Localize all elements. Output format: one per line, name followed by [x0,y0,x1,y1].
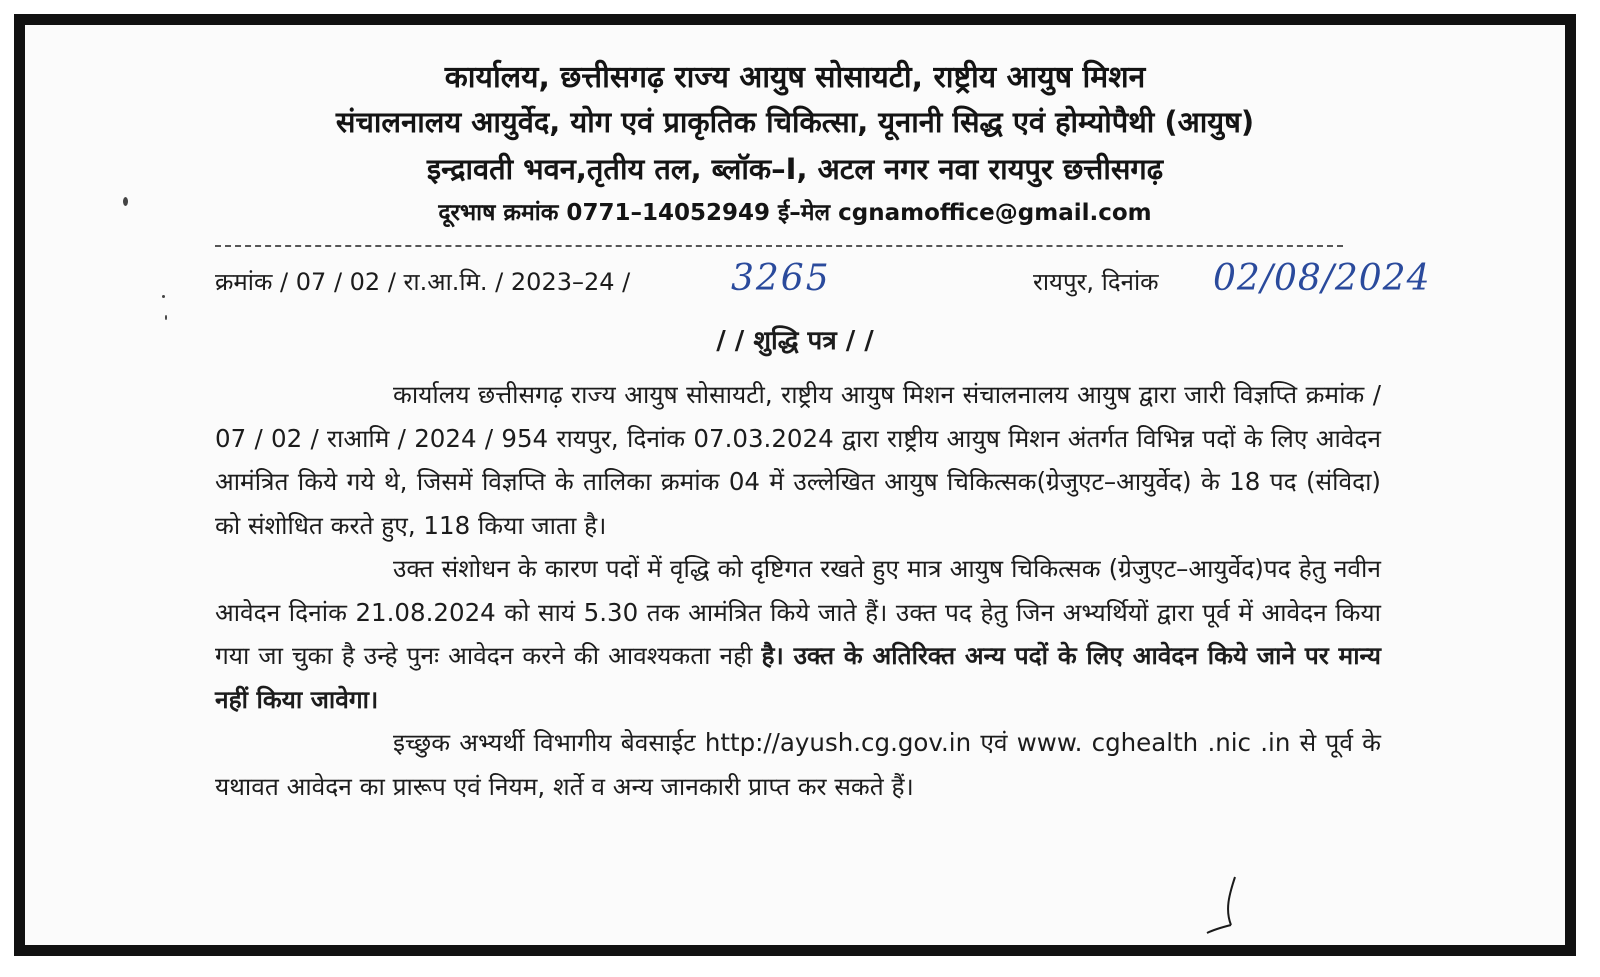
letterhead-contact: दूरभाष क्रमांक 0771–14052949 ई–मेल cgnamoffice@gmail.com [438,200,1152,226]
document-subject: / / शुद्धि पत्र / / [716,326,874,356]
scan-speck [123,197,128,206]
reference-number-label: क्रमांक / 07 / 02 / रा.आ.मि. / 2023–24 / [215,268,631,296]
paragraph-corrigendum: कार्यालय छत्तीसगढ़ राज्य आयुष सोसायटी, राष्ट्रीय आयुष मिशन संचालनालय आयुष द्वारा जारी विज्ञप्ति क्रमांक / 07 / 02 / राआमि / 2024 / 954 रायपुर, दिनांक 07.03.2024 द्वारा राष्ट्रीय आयुष मिशन अंतर्गत विभिन्न पदों के लिए आवेदन आमंत्रित किये गये थे, जिसमें विज्ञप्ति के तालिका क्रमांक 04 में उल्लेखित आयुष चिकित्सक(ग्रेजुएट–आयुर्वेद) के 18 पद (संविदा) को संशोधित करते हुए, 118 किया जाता है। [215,380,1381,540]
place-date-label: रायपुर, दिनांक [1033,268,1159,296]
reference-number-handwritten: 3265 [731,258,831,299]
scan-speck [162,295,165,298]
document-body [215,373,1381,808]
signature-stroke [1205,875,1245,935]
letterhead-address: इन्द्रावती भवन,तृतीय तल, ब्लॉक–I, अटल नगर नवा रायपुर छत्तीसगढ़ [426,152,1164,186]
date-handwritten: 02/08/2024 [1213,258,1431,299]
scan-speck [165,315,167,320]
document-page [14,14,1576,956]
paragraph-new-applications [215,547,1381,721]
letterhead-directorate: संचालनालय आयुर्वेद, योग एवं प्राकृतिक चिकित्सा, यूनानी सिद्ध एवं होम्योपैथी (आयुष) [335,105,1255,139]
paragraph-website-info: इच्छुक अभ्यर्थी विभागीय बेवसाईट http://ayush.cg.gov.in एवं www. cghealth .nic .in से पूर्व के यथावत आवेदन का प्रारूप एवं नियम, शर्ते व अन्य जानकारी प्राप्त कर सकते हैं। [215,728,1381,801]
header-divider [215,245,1343,247]
paragraph-new-applications-bold: है। उक्त के अतिरिक्त अन्य पदों के लिए आवेदन किये जाने पर मान्य नहीं किया जावेगा। [215,641,1381,714]
letterhead-office-name: कार्यालय, छत्तीसगढ़ राज्य आयुष सोसायटी, राष्ट्रीय आयुष मिशन [444,60,1146,95]
paragraph-new-applications-text: उक्त संशोधन के कारण पदों में वृद्धि को दृष्टिगत रखते हुए मात्र आयुष चिकित्सक (ग्रेजुएट–आयुर्वेद)पद हेतु नवीन आवेदन दिनांक 21.08.2024 को सायं 5.30 तक आमंत्रित किये जाते हैं। उक्त पद हेतु जिन अभ्यर्थियों द्वारा पूर्व में आवेदन किया गया जा चुका है उन्हे पुनः आवेदन करने की आवश्यकता नही [215,554,1381,670]
